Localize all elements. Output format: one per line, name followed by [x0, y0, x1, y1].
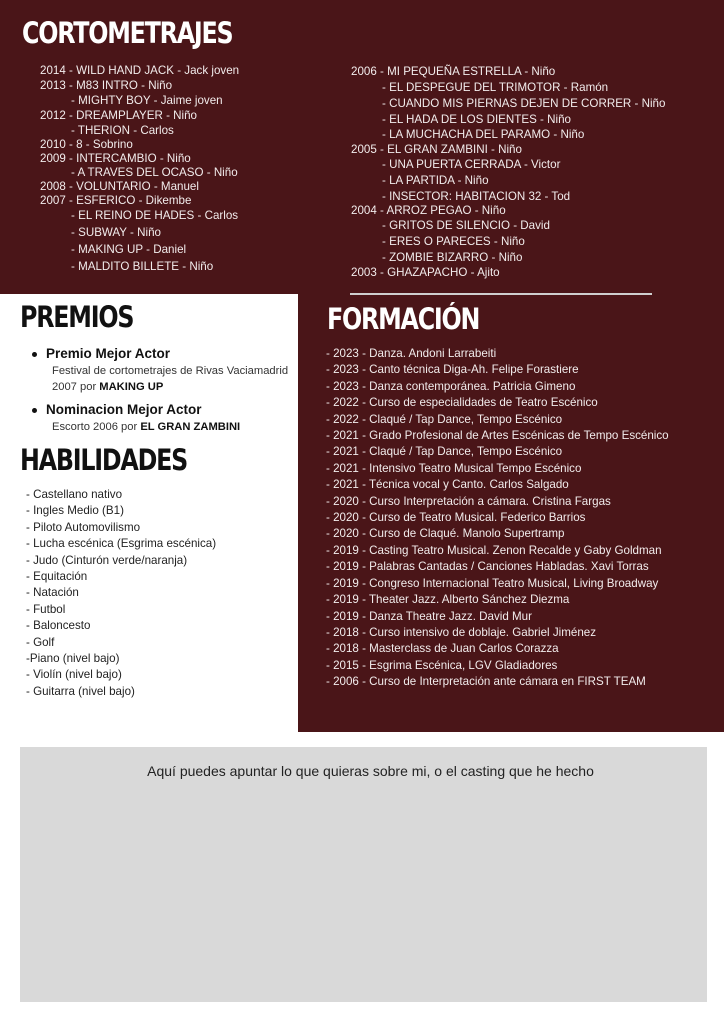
- skill-item: - Piloto Automovilismo: [26, 520, 141, 534]
- skill-item: - Baloncesto: [26, 619, 91, 633]
- notes-box[interactable]: [20, 747, 707, 1002]
- award-title: Premio Mejor Actor: [30, 345, 292, 363]
- training-item: - 2019 - Congreso Internacional Teatro Musical, Living Broadway: [326, 576, 659, 590]
- skills-list: [26, 487, 216, 700]
- film-entry: 2009 - INTERCAMBIO - Niño: [40, 152, 191, 165]
- film-entry: 2010 - 8 - Sobrino: [40, 138, 133, 151]
- film-entry: - MALDITO BILLETE - Niño: [71, 260, 214, 273]
- film-entry: - A TRAVES DEL OCASO - Niño: [71, 166, 238, 179]
- award-title: Nominacion Mejor Actor: [30, 401, 292, 419]
- training-item: - 2021 - Claqué / Tap Dance, Tempo Escénico: [326, 445, 563, 459]
- film-entry: 2013 - M83 INTRO - Niño: [40, 79, 173, 92]
- awards-list: [30, 345, 292, 441]
- training-item: - 2019 - Theater Jazz. Alberto Sánchez Diezma: [326, 593, 570, 607]
- training-item: - 2021 - Técnica vocal y Canto. Carlos Salgado: [326, 478, 569, 492]
- film-entry: - SUBWAY - Niño: [71, 226, 161, 239]
- training-list: [326, 346, 669, 691]
- award-item: [30, 401, 292, 435]
- formacion-heading: FORMACIÓN: [327, 302, 480, 336]
- skill-item: -Piano (nivel bajo): [26, 652, 120, 666]
- film-entry: - EL DESPEGUE DEL TRIMOTOR - Ramón: [382, 81, 609, 94]
- award-description: [30, 419, 292, 435]
- film-entry: 2007 - ESFERICO - Dikembe: [40, 194, 192, 207]
- skill-item: - Castellano nativo: [26, 488, 123, 501]
- cortometrajes-list-left: [40, 64, 239, 275]
- skill-item: - Violín (nivel bajo): [26, 668, 122, 682]
- film-entry: - ERES O PARECES - Niño: [382, 235, 525, 248]
- film-entry: - ZOMBIE BIZARRO - Niño: [382, 251, 523, 264]
- training-item: - 2021 - Intensivo Teatro Musical Tempo Escénico: [326, 461, 582, 475]
- section-divider: [350, 293, 652, 295]
- cortometrajes-heading: CORTOMETRAJES: [22, 16, 233, 50]
- skill-item: - Futbol: [26, 602, 66, 616]
- training-item: - 2018 - Curso intensivo de doblaje. Gabriel Jiménez: [326, 625, 597, 639]
- film-entry: - THERION - Carlos: [71, 124, 174, 137]
- film-entry: 2003 - GHAZAPACHO - Ajito: [351, 266, 500, 279]
- cortometrajes-list-right: [351, 65, 665, 280]
- skill-item: - Natación: [26, 586, 79, 600]
- skill-item: - Golf: [26, 635, 55, 649]
- skill-item: - Guitarra (nivel bajo): [26, 684, 135, 698]
- training-item: - 2022 - Curso de especialidades de Teatro Escénico: [326, 396, 598, 410]
- film-entry: - MIGHTY BOY - Jaime joven: [71, 94, 223, 107]
- film-entry: 2006 - MI PEQUEÑA ESTRELLA - Niño: [351, 65, 556, 78]
- film-entry: - INSECTOR: HABITACION 32 - Tod: [382, 190, 571, 203]
- training-item: - 2019 - Casting Teatro Musical. Zenon Recalde y Gaby Goldman: [326, 543, 662, 557]
- training-item: - 2020 - Curso de Claqué. Manolo Supertramp: [326, 527, 565, 541]
- film-entry: - EL HADA DE LOS DIENTES - Niño: [382, 113, 571, 126]
- premios-heading: PREMIOS: [20, 300, 134, 334]
- award-work-title: EL GRAN ZAMBINI: [140, 421, 241, 433]
- film-entry: 2005 - EL GRAN ZAMBINI - Niño: [351, 143, 522, 156]
- training-item: - 2022 - Claqué / Tap Dance, Tempo Escénico: [326, 412, 563, 426]
- award-description-text: Festival de cortometrajes de Rivas Vaciamadrid 2007 por: [52, 365, 289, 393]
- film-entry: 2004 - ARROZ PEGAO - Niño: [351, 204, 506, 217]
- notes-placeholder-text: Aquí puedes apuntar lo que quieras sobre mi, o el casting que he hecho: [147, 763, 594, 779]
- skill-item: - Judo (Cinturón verde/naranja): [26, 553, 188, 567]
- skill-item: - Equitación: [26, 570, 88, 584]
- skill-item: - Lucha escénica (Esgrima escénica): [26, 537, 217, 551]
- award-description: [30, 363, 292, 395]
- film-entry: - EL REINO DE HADES - Carlos: [71, 209, 239, 222]
- habilidades-heading: HABILIDADES: [20, 443, 188, 477]
- training-item: - 2018 - Masterclass de Juan Carlos Corazza: [326, 642, 559, 656]
- film-entry: - CUANDO MIS PIERNAS DEJEN DE CORRER - Niño: [382, 97, 666, 110]
- skill-item: - Ingles Medio (B1): [26, 504, 124, 518]
- training-item: - 2006 - Curso de Interpretación ante cámara en FIRST TEAM: [326, 675, 646, 689]
- film-entry: - LA PARTIDA - Niño: [382, 174, 489, 187]
- film-entry: - MAKING UP - Daniel: [71, 243, 187, 256]
- training-item: - 2023 - Canto técnica Diga-Ah. Felipe Forastiere: [326, 363, 579, 377]
- film-entry: 2008 - VOLUNTARIO - Manuel: [40, 180, 199, 193]
- training-item: - 2023 - Danza contemporánea. Patricia Gimeno: [326, 379, 576, 393]
- film-entry: 2012 - DREAMPLAYER - Niño: [40, 109, 198, 122]
- award-work-title: MAKING UP: [99, 381, 164, 393]
- film-entry: - GRITOS DE SILENCIO - David: [382, 219, 550, 232]
- training-item: - 2021 - Grado Profesional de Artes Escénicas de Tempo Escénico: [326, 429, 669, 443]
- training-item: - 2019 - Danza Theatre Jazz. David Mur: [326, 609, 532, 623]
- film-entry: - LA MUCHACHA DEL PARAMO - Niño: [382, 128, 585, 141]
- training-item: - 2020 - Curso de Teatro Musical. Federico Barrios: [326, 511, 586, 525]
- training-item: - 2019 - Palabras Cantadas / Canciones Habladas. Xavi Torras: [326, 560, 649, 574]
- film-entry: 2014 - WILD HAND JACK - Jack joven: [40, 64, 240, 77]
- award-description-text: Escorto 2006 por: [52, 421, 141, 433]
- training-item: - 2015 - Esgrima Escénica, LGV Gladiadores: [326, 658, 558, 672]
- award-item: [30, 345, 292, 395]
- training-item: - 2023 - Danza. Andoni Larrabeiti: [326, 347, 497, 360]
- film-entry: - UNA PUERTA CERRADA - Victor: [382, 158, 561, 171]
- training-item: - 2020 - Curso Interpretación a cámara. Cristina Fargas: [326, 494, 611, 508]
